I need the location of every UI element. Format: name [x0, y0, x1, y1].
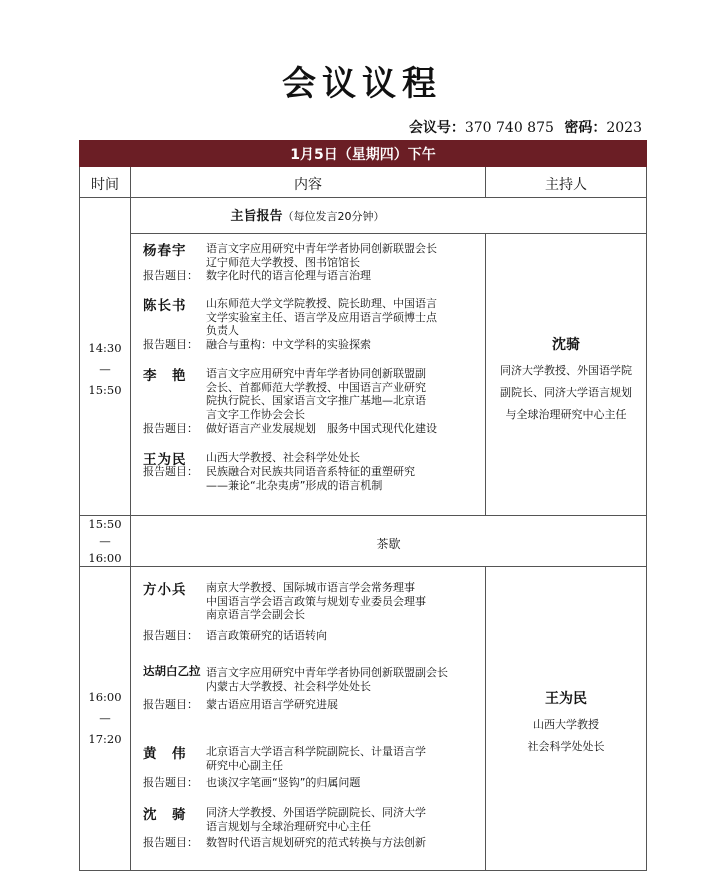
keynote-title-main: 主旨报告 — [230, 209, 283, 224]
time-start: 14:30 — [88, 341, 122, 355]
affiliation-line: 山西大学教授、社会科学处处长 — [206, 451, 360, 464]
speaker-affiliation — [206, 297, 484, 338]
topic-text — [206, 776, 484, 790]
speaker-name: 方小兵 — [143, 582, 187, 598]
topic-label: 报告题目： — [143, 465, 198, 478]
topic-line: 融合与重构：中文学科的实验探索 — [206, 338, 371, 351]
host-name: 王为民 — [545, 691, 587, 707]
speaker-name: 达胡白乙拉 — [143, 664, 201, 678]
topic-line: 数字化时代的语言伦理与语言治理 — [206, 269, 371, 282]
session1-host — [486, 334, 646, 426]
topic-label: 报告题目： — [143, 836, 198, 849]
affiliation-line: 内蒙古大学教授、社会科学处处长 — [206, 679, 371, 693]
speaker-name: 王为民 — [143, 452, 187, 468]
page-title: 会议议程 — [282, 64, 442, 104]
meeting-password-value: 2023 — [606, 120, 642, 136]
affiliation-line: 语言规划与全球治理研究中心主任 — [206, 819, 371, 833]
topic-label: 报告题目： — [143, 776, 198, 789]
meeting-info — [409, 117, 648, 137]
meeting-id-value: 370 740 875 — [464, 120, 554, 136]
affiliation-line: 负责人 — [206, 324, 239, 337]
time-end: 17:20 — [88, 732, 122, 746]
topic-text — [206, 422, 484, 436]
time-start: 15:50 — [88, 517, 122, 531]
affiliation-line: 北京语言大学语言科学院副院长、计量语言学 — [206, 745, 426, 758]
grid-line — [79, 566, 647, 567]
column-header-content: 内容 — [294, 177, 322, 193]
host-info-line: 副院长、同济大学语言规划 — [500, 386, 632, 399]
session2-host — [486, 688, 646, 758]
host-info-line: 社会科学处处长 — [527, 740, 605, 753]
affiliation-line: 文学实验室主任、语言学及应用语言学硕博士点 — [206, 310, 437, 324]
speaker-affiliation — [206, 806, 484, 833]
topic-text — [206, 698, 484, 712]
keynote-title-note: （每位发言20分钟） — [282, 210, 385, 223]
time-end: 15:50 — [88, 383, 122, 397]
topic-label: 报告题目： — [143, 338, 198, 351]
speaker-name: 沈 骑 — [143, 807, 187, 823]
topic-text — [206, 465, 484, 492]
meeting-password-label: 密码： — [564, 120, 607, 136]
topic-label: 报告题目： — [143, 629, 198, 642]
affiliation-line: 南京语言学会副会长 — [206, 608, 305, 621]
topic-line: 数智时代语言规划研究的范式转换与方法创新 — [206, 836, 426, 849]
affiliation-line: 南京大学教授、国际城市语言学会常务理事 — [206, 581, 415, 594]
column-header-host: 主持人 — [545, 177, 587, 193]
topic-text — [206, 629, 484, 643]
topic-text — [206, 269, 484, 283]
break-time — [80, 514, 130, 567]
topic-line: 民族融合对民族共同语音系特征的重塑研究 — [206, 465, 415, 478]
speaker-name: 李 艳 — [143, 368, 187, 384]
topic-line: 也谈汉字笔画“竖钩”的归属问题 — [206, 776, 361, 789]
speaker-affiliation — [206, 666, 484, 693]
host-info — [486, 360, 646, 426]
time-start: 16:00 — [88, 690, 122, 704]
topic-label: 报告题目： — [143, 422, 198, 435]
time-dash: — — [99, 534, 111, 548]
speaker-name: 黄 伟 — [143, 746, 187, 762]
host-info-line: 山西大学教授 — [533, 718, 599, 731]
topic-line: 做好语言产业发展规划 服务中国式现代化建设 — [206, 422, 437, 435]
topic-text — [206, 836, 484, 850]
speaker-affiliation — [206, 367, 484, 421]
grid-line — [79, 870, 647, 871]
day-header: 1月5日（星期四）下午 — [79, 140, 647, 167]
affiliation-line: 研究中心副主任 — [206, 758, 283, 772]
speaker-affiliation — [206, 451, 484, 465]
host-info — [486, 714, 646, 758]
host-info-line: 同济大学教授、外国语学院 — [500, 364, 632, 377]
grid-line — [130, 233, 647, 234]
session2-time — [80, 687, 130, 750]
grid-line — [79, 197, 647, 198]
affiliation-line: 言文字工作协会会长 — [206, 407, 305, 421]
affiliation-line: 会长、首都师范大学教授、中国语言产业研究 — [206, 380, 426, 394]
topic-label: 报告题目： — [143, 269, 198, 282]
affiliation-line: 语言文字应用研究中青年学者协同创新联盟副 — [206, 367, 426, 380]
time-end: 16:00 — [88, 551, 122, 565]
speaker-affiliation — [206, 242, 484, 269]
speaker-affiliation — [206, 745, 484, 772]
grid-line — [79, 515, 647, 516]
column-header-time: 时间 — [91, 177, 119, 193]
topic-line: 蒙古语应用语言学研究进展 — [206, 698, 338, 711]
host-info-line: 与全球治理研究中心主任 — [505, 408, 627, 421]
host-name: 沈骑 — [552, 337, 580, 353]
time-dash: — — [99, 362, 111, 376]
speaker-affiliation — [206, 581, 484, 622]
topic-line: ——兼论“北杂夷虏”形成的语言机制 — [206, 478, 383, 492]
grid-line — [646, 167, 647, 871]
affiliation-line: 辽宁师范大学教授、图书馆馆长 — [206, 255, 360, 269]
affiliation-line: 院执行院长、国家语言文字推广基地—北京语 — [206, 394, 426, 407]
tea-break-label: 茶歇 — [376, 537, 401, 551]
affiliation-line: 中国语言学会语言政策与规划专业委员会理事 — [206, 594, 426, 608]
topic-line: 语言政策研究的话语转向 — [206, 629, 327, 642]
keynote-title — [131, 205, 484, 224]
speaker-name: 杨春宇 — [143, 243, 187, 259]
affiliation-line: 语言文字应用研究中青年学者协同创新联盟会长 — [206, 242, 437, 255]
topic-label: 报告题目： — [143, 698, 198, 711]
topic-text — [206, 338, 484, 352]
affiliation-line: 同济大学教授、外国语学院副院长、同济大学 — [206, 806, 426, 819]
meeting-id-label: 会议号： — [408, 120, 465, 136]
affiliation-line: 山东师范大学文学院教授、院长助理、中国语言 — [206, 297, 437, 310]
affiliation-line: 语言文字应用研究中青年学者协同创新联盟副会长 — [206, 666, 448, 679]
session1-time — [80, 338, 130, 401]
grid-line — [130, 167, 131, 871]
speaker-name: 陈长书 — [143, 298, 187, 314]
time-dash: — — [99, 711, 111, 725]
